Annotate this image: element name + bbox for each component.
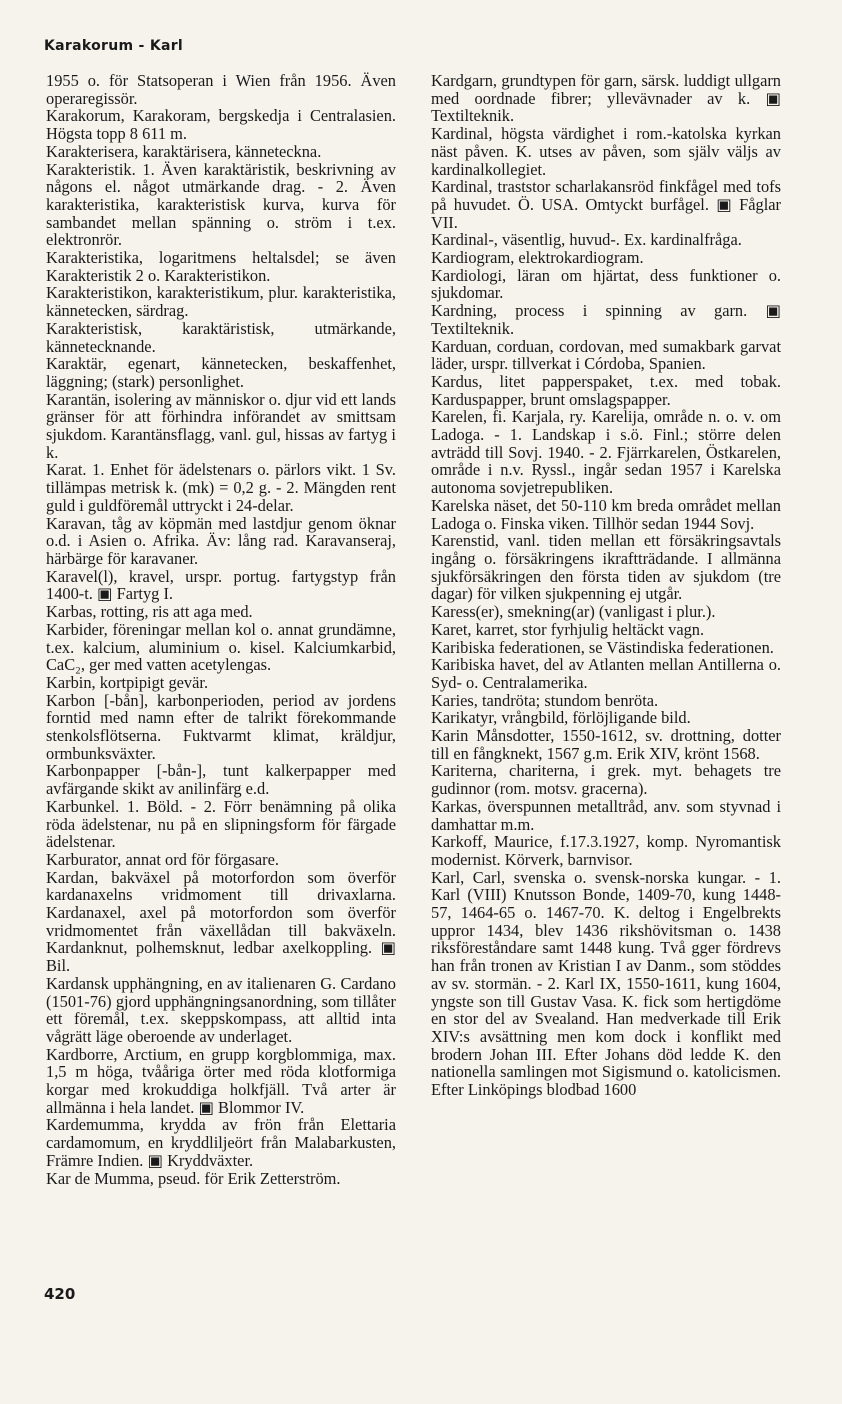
dictionary-entry: Kardus, litet papperspaket, t.ex. med tobak. Karduspapper, brunt omslagspapper.: [431, 371, 781, 409]
dictionary-entry: Karbas, rotting, ris att aga med.: [46, 602, 253, 622]
dictionary-entry: Karakteristisk, karaktäristisk, utmärkande, kännetecknande.: [46, 318, 396, 356]
dictionary-entry: Karat. 1. Enhet för ädelstenars o. pärlors vikt. 1 Sv. tillämpas metrisk k. (mk) = 0,2 g. - 2. Mängden rent guld i guldföremål uttryckt i 24-delar.: [46, 460, 396, 515]
dictionary-entry: Karbin, kortpipigt gevär.: [46, 672, 209, 692]
running-head: Karakorum - Karl: [44, 38, 184, 54]
dictionary-entry: Karavel(l), kravel, urspr. portug. fartygstyp från 1400-t. ▣ Fartyg I.: [46, 566, 396, 604]
dictionary-entry: Karakorum, Karakoram, bergskedja i Centralasien. Högsta topp 8 611 m.: [46, 106, 396, 144]
dictionary-entry: Kardinal, traststor scharlakansröd finkfågel med tofs på huvudet. Ö. USA. Omtyckt burfågel. ▣ Fåglar VII.: [431, 177, 781, 232]
dictionary-entry: Karibiska federationen, se Västindiska federationen.: [431, 637, 774, 657]
dictionary-entry: Karl, Carl, svenska o. svensk-norska kungar. - 1. Karl (VIII) Knutsson Bonde, 1409-70, kung 1448-57, 1464-65 o. 1467-70. K. deltog i Engelbrekts uppror 1434, blev 1436 rikshövitsman o. 1438 riksföreståndare samt 1448 kung. Två gger fördrevs han från tronen av Kristian I av Danm., som stöddes av sv. stormän. - 2. Karl IX, 1550-1611, kung 1604, yngste son till Gustav Vasa. K. fick som hertigdöme en stor del av Svealand. Han medverkade till Erik XIV:s avsättning men kom dock i konflikt med brodern Johan III. Efter Johans död ledde K. den nationella samlingen mot Sigismund o. katolicismen. Efter Linköpings blodbad 1600: [431, 867, 781, 1100]
dictionary-entry: Karantän, isolering av människor o. djur vid ett lands gränser för att förhindra införandet av smittsam sjukdom. Karantänsflagg, vanl. gul, hissas av fartyg i k.: [46, 389, 396, 462]
right-column: [431, 72, 781, 1099]
dictionary-entry: Karet, karret, stor fyrhjulig heltäckt vagn.: [431, 619, 705, 639]
dictionary-entry: Karburator, annat ord för förgasare.: [46, 849, 279, 869]
dictionary-entry: Karkoff, Maurice, f.17.3.1927, komp. Nyromantisk modernist. Körverk, barnvisor.: [431, 832, 781, 869]
dictionary-entry: Karakteristika, logaritmens heltalsdel; se även Karakteristik 2 o. Karakteristikon.: [46, 248, 396, 285]
dictionary-entry: Karavan, tåg av köpmän med lastdjur genom öknar o.d. i Asien o. Afrika. Äv: lång rad. Karavanseraj, härbärge för karavaner.: [46, 513, 396, 568]
dictionary-entry: Kardinal-, väsentlig, huvud-. Ex. kardinalfråga.: [431, 230, 742, 250]
dictionary-entry: Kardinal, högsta värdighet i rom.-katolska kyrkan näst påven. K. utses av påven, som själv väljs av kardinalkollegiet.: [431, 124, 781, 179]
dictionary-entry: Kardgarn, grundtypen för garn, särsk. luddigt ullgarn med oordnade fibrer; yllevävnader av k. ▣ Textilteknik.: [431, 71, 781, 126]
dictionary-entry: Karakteristik. 1. Även karaktäristik, beskrivning av någons el. något utmärkande drag. - 2. Även karakteristika, karakteristisk kurva, kurva för sambandet mellan spänning o. ström i t.ex. elektronrör.: [46, 159, 396, 250]
dictionary-entry: Karibiska havet, del av Atlanten mellan Antillerna o. Syd- o. Centralamerika.: [431, 655, 781, 692]
dictionary-entry: 1955 o. för Statsoperan i Wien från 1956. Även operaregissör.: [46, 71, 396, 108]
dictionary-entry: Karenstid, vanl. tiden mellan ett försäkringsavtals ingång o. försäkringens ikraftträdande. I allmänna sjukförsäkringen den första tiden av sjukdom (tre dagar) för vilken sjukpenning ej utgår.: [431, 531, 781, 604]
dictionary-entry: Karess(er), smekning(ar) (vanligast i plur.).: [431, 602, 716, 622]
dictionary-entry: Karkas, överspunnen metalltråd, anv. som styvnad i damhattar m.m.: [431, 796, 781, 834]
page-number: 420: [44, 1285, 76, 1303]
left-column: [46, 72, 396, 1187]
dictionary-entry: Karaktär, egenart, kännetecken, beskaffenhet, läggning; (stark) personlighet.: [46, 354, 396, 391]
dictionary-entry: Kardemumma, krydda av frön från Elettaria cardamomum, en kryddliljeört från Malabarkusten, Främre Indien. ▣ Kryddväxter.: [46, 1115, 396, 1170]
dictionary-entry: Kardiologi, läran om hjärtat, dess funktioner o. sjukdomar.: [431, 265, 781, 303]
dictionary-entry: Karbon [-bån], karbonperioden, period av jordens forntid med namn efter de talrikt förekommande stenkolsflötserna. Fuktvarmt klimat, kräldjur, ormbunksväxter.: [46, 690, 396, 763]
dictionary-entry: Kar de Mumma, pseud. för Erik Zetterström.: [46, 1168, 341, 1188]
dictionary-entry: Kariterna, chariterna, i grek. myt. behagets tre gudinnor (rom. motsv. gracerna).: [431, 761, 781, 799]
dictionary-entry: Karbider, föreningar mellan kol o. annat grundämne, t.ex. kalcium, aluminium o. kisel. Kalciumkarbid, CaC₂, ger med vatten acetylengas.: [46, 619, 396, 675]
dictionary-entry: Kardiogram, elektrokardiogram.: [431, 248, 644, 268]
dictionary-entry: Kardning, process i spinning av garn. ▣ Textilteknik.: [431, 301, 781, 338]
dictionary-entry: Karakteristikon, karakteristikum, plur. karakteristika, kännetecken, särdrag.: [46, 283, 396, 321]
dictionary-entry: Karikatyr, vrångbild, förlöjligande bild.: [431, 708, 691, 728]
dictionary-entry: Karbonpapper [-bån-], tunt kalkerpapper med avfärgande skikt av anilinfärg e.d.: [46, 761, 396, 799]
dictionary-entry: Kardansk upphängning, en av italienaren G. Cardano (1501-76) gjord upphängningsanordning, som tillåter ett föremål, t.ex. skeppskompass, att alltid inta vågrätt läge oberoende av underlaget.: [46, 973, 396, 1046]
dictionary-entry: Karduan, corduan, cordovan, med sumakbark garvat läder, urspr. tillverkat i Córdoba, Spanien.: [431, 336, 781, 374]
dictionary-entry: Kardan, bakväxel på motorfordon som överför kardanaxelns vridmoment till drivaxlarna. Kardanaxel, axel på motorfordon som överför vridmomentet från växellådan till bakväxeln. Kardanknut, polhemsknut, ledbar axelkoppling. ▣ Bil.: [46, 867, 396, 976]
dictionary-entry: Kardborre, Arctium, en grupp korgblommiga, max. 1,5 m höga, tvååriga örter med röda klotformiga korgar med krokuddiga holkfjäll. Två arter är allmänna i hela landet. ▣ Blommor IV.: [46, 1044, 396, 1117]
dictionary-entry: Karbunkel. 1. Böld. - 2. Förr benämning på olika röda ädelstenar, nu på en slipningsform för färgade ädelstenar.: [46, 796, 396, 852]
dictionary-entry: Karies, tandröta; stundom benröta.: [431, 690, 659, 710]
dictionary-entry: Karelska näset, det 50-110 km breda området mellan Ladoga o. Finska viken. Tillhör sedan 1944 Sovj.: [431, 495, 781, 533]
dictionary-entry: Karin Månsdotter, 1550-1612, sv. drottning, dotter till en fångknekt, 1567 g.m. Erik XIV, krönt 1568.: [431, 726, 781, 763]
dictionary-entry: Karelen, fi. Karjala, ry. Karelija, område n. o. v. om Ladoga. - 1. Landskap i s.ö. Finl.; större delen avträdd till Sovj. 1940. - 2. Fjärrkarelen, Östkarelen, område i n.v. Ryssl., ingår sedan 1957 i Karelska autonoma sovjetrepubliken.: [431, 407, 781, 498]
dictionary-entry: Karakterisera, karaktärisera, känneteckna.: [46, 141, 322, 161]
